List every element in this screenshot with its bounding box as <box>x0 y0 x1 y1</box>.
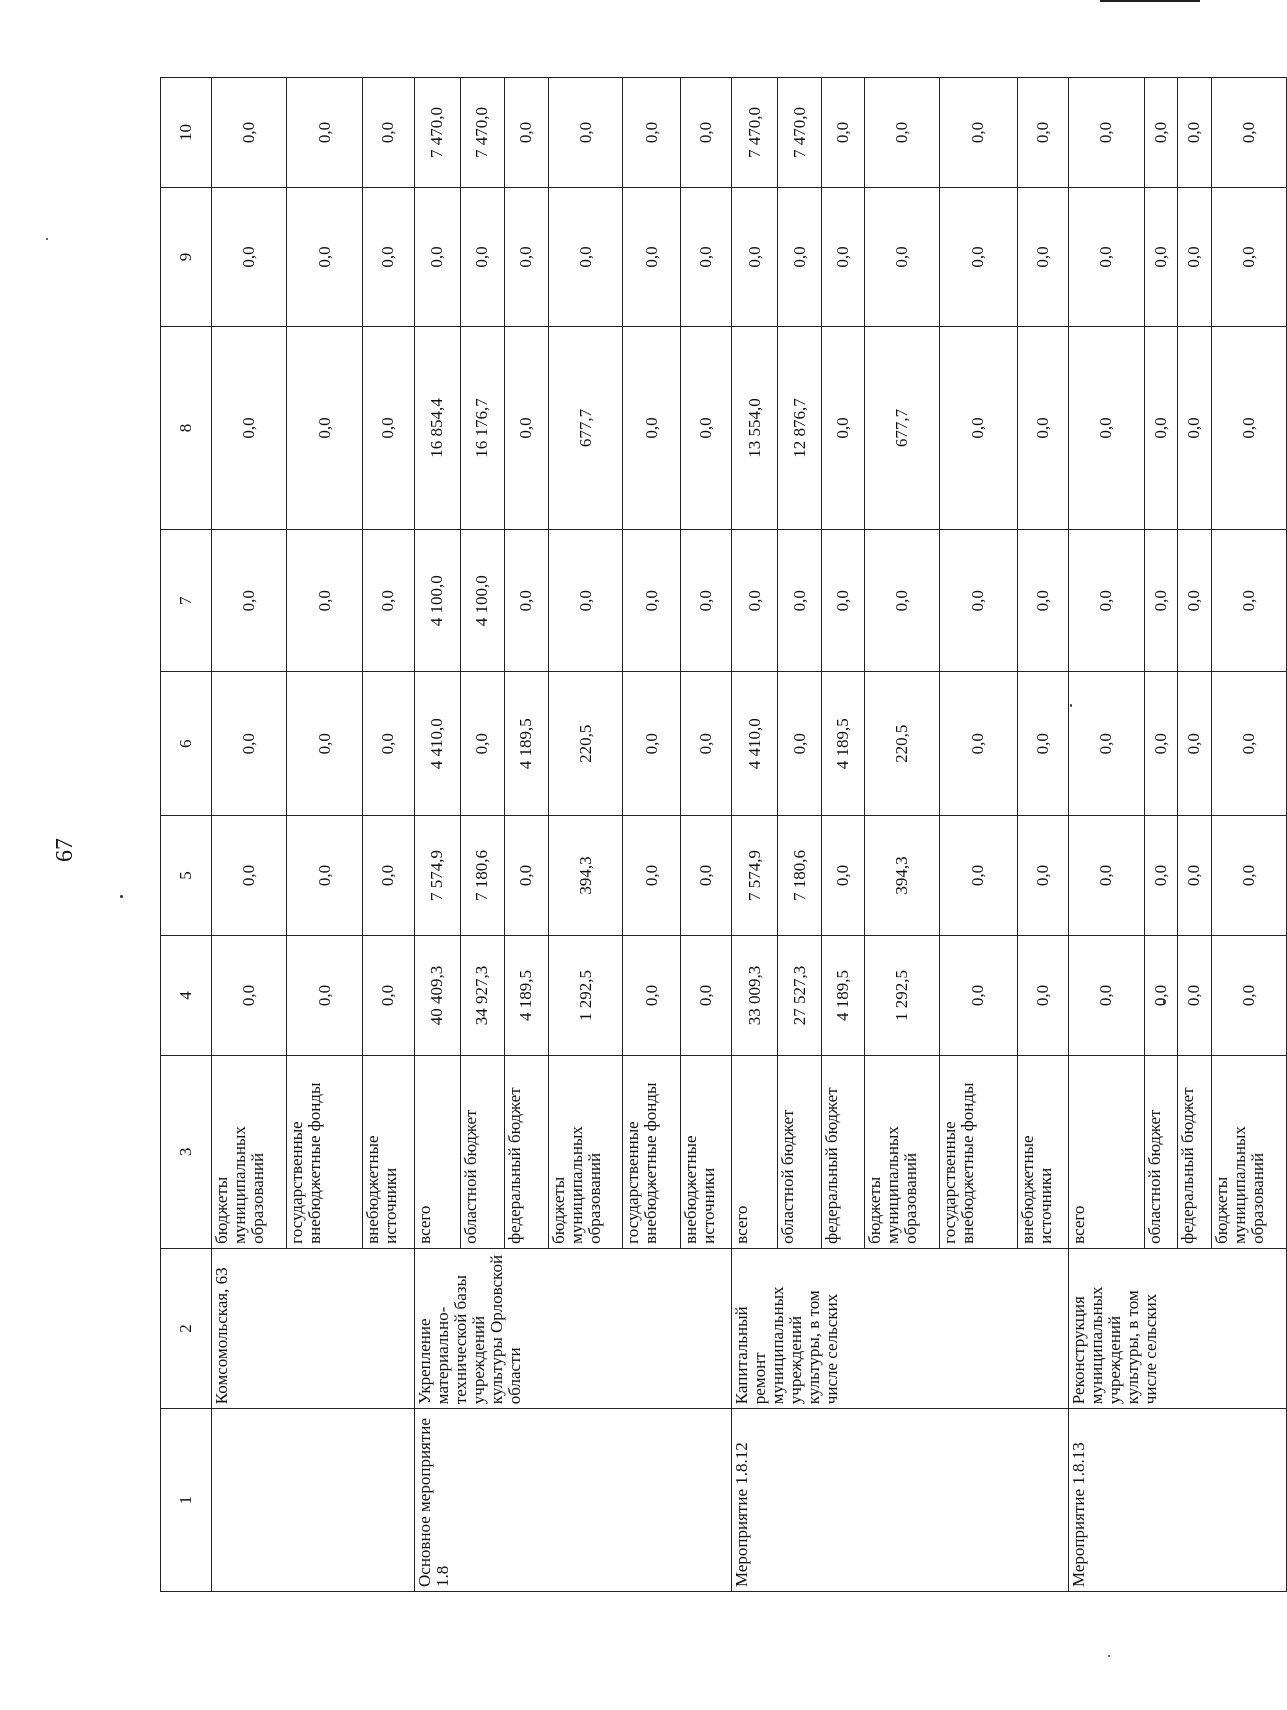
amount-cell: 0,0 <box>363 815 414 935</box>
amount-cell: 0,0 <box>623 935 681 1055</box>
funding-source-cell: федеральный бюджет <box>821 1055 864 1248</box>
amount-cell: 0,0 <box>821 78 864 188</box>
funding-source-cell: бюджеты муниципальных образований <box>212 1055 287 1248</box>
amount-cell: 0,0 <box>623 672 681 816</box>
amount-cell: 7 180,6 <box>460 815 505 935</box>
amount-cell: 0,0 <box>363 530 414 672</box>
amount-cell: 0,0 <box>940 935 1018 1055</box>
amount-cell: 0,0 <box>548 187 623 326</box>
amount-cell: 0,0 <box>732 187 778 326</box>
amount-cell: 220,5 <box>865 672 940 816</box>
header-cell: 3 <box>161 1055 212 1248</box>
top-rule <box>1100 0 1200 2</box>
amount-cell: 0,0 <box>287 530 363 672</box>
amount-cell: 220,5 <box>548 672 623 816</box>
amount-cell: 0,0 <box>623 187 681 326</box>
funding-source-cell: областной бюджет <box>778 1055 821 1248</box>
amount-cell: 7 470,0 <box>414 78 460 188</box>
amount-cell: 0,0 <box>623 530 681 672</box>
amount-cell: 0,0 <box>363 187 414 326</box>
amount-cell: 0,0 <box>778 672 821 816</box>
amount-cell: 16 176,7 <box>460 327 505 530</box>
amount-cell: 0,0 <box>732 530 778 672</box>
amount-cell: 7 574,9 <box>414 815 460 935</box>
amount-cell: 0,0 <box>1068 672 1144 816</box>
funding-source-cell: внебюджетные источники <box>681 1055 732 1248</box>
amount-cell: 0,0 <box>1177 78 1211 188</box>
funding-source-cell: всего <box>414 1055 460 1248</box>
amount-cell: 7 470,0 <box>732 78 778 188</box>
amount-cell: 0,0 <box>1068 815 1144 935</box>
funding-source-cell: государственные внебюджетные фонды <box>623 1055 681 1248</box>
amount-cell: 0,0 <box>1068 327 1144 530</box>
funding-source-cell: внебюджетные источники <box>1017 1055 1068 1248</box>
amount-cell: 0,0 <box>623 327 681 530</box>
amount-cell: 0,0 <box>1017 530 1068 672</box>
amount-cell: 0,0 <box>1017 672 1068 816</box>
amount-cell: 13 554,0 <box>732 327 778 530</box>
amount-cell: 0,0 <box>865 187 940 326</box>
amount-cell: 0,0 <box>363 78 414 188</box>
amount-cell: 0,0 <box>681 815 732 935</box>
amount-cell: 40 409,3 <box>414 935 460 1055</box>
amount-cell: 0,0 <box>1145 78 1178 188</box>
amount-cell: 0,0 <box>212 187 287 326</box>
amount-cell: 33 009,3 <box>732 935 778 1055</box>
amount-cell: 12 876,7 <box>778 327 821 530</box>
amount-cell: 0,0 <box>821 187 864 326</box>
amount-cell: 0,0 <box>681 187 732 326</box>
amount-cell: 0,0 <box>363 327 414 530</box>
amount-cell: 0,0 <box>681 530 732 672</box>
amount-cell: 7 180,6 <box>778 815 821 935</box>
amount-cell: 0,0 <box>1212 78 1287 188</box>
header-cell: 9 <box>161 187 212 326</box>
amount-cell: 0,0 <box>1017 327 1068 530</box>
amount-cell: 0,0 <box>1068 530 1144 672</box>
amount-cell: 0,0 <box>460 672 505 816</box>
amount-cell: 0,0 <box>212 327 287 530</box>
funding-source-cell: бюджеты муниципальных образований <box>548 1055 623 1248</box>
amount-cell: 0,0 <box>505 327 548 530</box>
amount-cell: 0,0 <box>821 327 864 530</box>
activity-name-cell: Комсомольская, 63 <box>212 1248 414 1408</box>
amount-cell: 0,0 <box>681 78 732 188</box>
amount-cell: 0,0 <box>212 935 287 1055</box>
amount-cell: 0,0 <box>1068 187 1144 326</box>
amount-cell: 0,0 <box>865 78 940 188</box>
amount-cell: 0,0 <box>1145 187 1178 326</box>
funding-source-cell: государственные внебюджетные фонды <box>940 1055 1018 1248</box>
funding-source-cell: федеральный бюджет <box>505 1055 548 1248</box>
amount-cell: 0,0 <box>287 815 363 935</box>
amount-cell: 4 410,0 <box>732 672 778 816</box>
amount-cell: 0,0 <box>548 78 623 188</box>
amount-cell: 0,0 <box>623 78 681 188</box>
amount-cell: 0,0 <box>1177 935 1211 1055</box>
table-row <box>1068 78 1144 1592</box>
funding-source-cell: областной бюджет <box>460 1055 505 1248</box>
funding-source-cell: федеральный бюджет <box>1177 1055 1211 1248</box>
amount-cell: 0,0 <box>1177 187 1211 326</box>
amount-cell: 34 927,3 <box>460 935 505 1055</box>
amount-cell: 0,0 <box>1212 672 1287 816</box>
amount-cell: 0,0 <box>505 815 548 935</box>
header-cell: 4 <box>161 935 212 1055</box>
amount-cell: 0,0 <box>1145 327 1178 530</box>
amount-cell: 4 189,5 <box>505 935 548 1055</box>
activity-id-cell: Мероприятие 1.8.13 <box>1068 1409 1286 1592</box>
header-cell: 2 <box>161 1248 212 1408</box>
amount-cell: 0,0 <box>287 187 363 326</box>
amount-cell: 0,0 <box>1177 815 1211 935</box>
amount-cell: 0,0 <box>1212 815 1287 935</box>
header-cell: 5 <box>161 815 212 935</box>
amount-cell: 0,0 <box>940 672 1018 816</box>
activity-name-cell: Капитальный ремонт муниципальных учреждений культуры, в том числе сельских <box>732 1248 1068 1408</box>
table-row <box>212 78 287 1592</box>
amount-cell: 16 854,4 <box>414 327 460 530</box>
amount-cell: 0,0 <box>287 672 363 816</box>
amount-cell: 0,0 <box>1017 815 1068 935</box>
amount-cell: 0,0 <box>1177 530 1211 672</box>
amount-cell: 4 189,5 <box>505 672 548 816</box>
activity-id-cell <box>212 1409 414 1592</box>
amount-cell: 7 574,9 <box>732 815 778 935</box>
amount-cell: 0,0 <box>1017 187 1068 326</box>
amount-cell: 0,0 <box>681 327 732 530</box>
header-cell: 8 <box>161 327 212 530</box>
funding-source-cell: бюджеты муниципальных образований <box>865 1055 940 1248</box>
header-cell: 7 <box>161 530 212 672</box>
amount-cell: 0,0 <box>460 187 505 326</box>
rotated-table-sheet <box>160 77 1287 1592</box>
amount-cell: 0,0 <box>1145 672 1178 816</box>
amount-cell: 0,0 <box>363 672 414 816</box>
header-row <box>161 78 212 1592</box>
amount-cell: 0,0 <box>940 530 1018 672</box>
amount-cell: 7 470,0 <box>460 78 505 188</box>
amount-cell: 0,0 <box>778 187 821 326</box>
funding-source-cell: всего <box>1068 1055 1144 1248</box>
header-cell: 6 <box>161 672 212 816</box>
funding-source-cell: государственные внебюджетные фонды <box>287 1055 363 1248</box>
amount-cell: 677,7 <box>548 327 623 530</box>
amount-cell: 394,3 <box>865 815 940 935</box>
amount-cell: 0,0 <box>505 187 548 326</box>
amount-cell: 0,0 <box>623 815 681 935</box>
funding-source-cell: областной бюджет <box>1145 1055 1178 1248</box>
amount-cell: 0,0 <box>287 78 363 188</box>
amount-cell: 0,0 <box>940 187 1018 326</box>
amount-cell: 0,0 <box>1145 935 1178 1055</box>
funding-source-cell: внебюджетные источники <box>363 1055 414 1248</box>
amount-cell: 0,0 <box>287 935 363 1055</box>
amount-cell: 1 292,5 <box>548 935 623 1055</box>
amount-cell: 0,0 <box>505 530 548 672</box>
amount-cell: 4 189,5 <box>821 935 864 1055</box>
funding-source-cell: всего <box>732 1055 778 1248</box>
scan-speck <box>120 895 123 898</box>
amount-cell: 0,0 <box>1017 935 1068 1055</box>
table-row <box>414 78 460 1592</box>
amount-cell: 4 410,0 <box>414 672 460 816</box>
amount-cell: 0,0 <box>1068 78 1144 188</box>
amount-cell: 0,0 <box>681 935 732 1055</box>
activity-id-cell: Основное мероприятие 1.8 <box>414 1409 732 1592</box>
scan-speck <box>1108 1655 1110 1657</box>
amount-cell: 0,0 <box>1177 327 1211 530</box>
amount-cell: 0,0 <box>865 530 940 672</box>
amount-cell: 0,0 <box>681 672 732 816</box>
amount-cell: 0,0 <box>363 935 414 1055</box>
activity-id-cell: Мероприятие 1.8.12 <box>732 1409 1068 1592</box>
header-cell: 1 <box>161 1409 212 1592</box>
amount-cell: 7 470,0 <box>778 78 821 188</box>
amount-cell: 1 292,5 <box>865 935 940 1055</box>
funding-source-cell: бюджеты муниципальных образований <box>1212 1055 1287 1248</box>
amount-cell: 0,0 <box>1145 530 1178 672</box>
amount-cell: 0,0 <box>1017 78 1068 188</box>
amount-cell: 0,0 <box>778 530 821 672</box>
header-cell: 10 <box>161 78 212 188</box>
scan-speck <box>46 238 48 240</box>
amount-cell: 0,0 <box>212 530 287 672</box>
amount-cell: 0,0 <box>821 530 864 672</box>
amount-cell: 0,0 <box>940 78 1018 188</box>
amount-cell: 0,0 <box>212 815 287 935</box>
activity-name-cell: Реконструкция муниципальных учреждений культуры, в том числе сельских <box>1068 1248 1286 1408</box>
amount-cell: 4 100,0 <box>414 530 460 672</box>
amount-cell: 394,3 <box>548 815 623 935</box>
amount-cell: 0,0 <box>1177 672 1211 816</box>
amount-cell: 0,0 <box>1212 187 1287 326</box>
amount-cell: 4 100,0 <box>460 530 505 672</box>
amount-cell: 27 527,3 <box>778 935 821 1055</box>
amount-cell: 0,0 <box>548 530 623 672</box>
amount-cell: 0,0 <box>1212 530 1287 672</box>
table-row <box>732 78 778 1592</box>
amount-cell: 0,0 <box>1212 935 1287 1055</box>
amount-cell: 0,0 <box>821 815 864 935</box>
amount-cell: 4 189,5 <box>821 672 864 816</box>
amount-cell: 677,7 <box>865 327 940 530</box>
amount-cell: 0,0 <box>940 327 1018 530</box>
amount-cell: 0,0 <box>212 78 287 188</box>
amount-cell: 0,0 <box>505 78 548 188</box>
amount-cell: 0,0 <box>287 327 363 530</box>
activity-name-cell: Укрепление материально-технической базы учреждений культуры Орловской области <box>414 1248 732 1408</box>
amount-cell: 0,0 <box>1212 327 1287 530</box>
page-number: 67 <box>52 838 78 862</box>
amount-cell: 0,0 <box>940 815 1018 935</box>
amount-cell: 0,0 <box>414 187 460 326</box>
amount-cell: 0,0 <box>1145 815 1178 935</box>
budget-table <box>160 77 1287 1592</box>
amount-cell: 0,0 <box>212 672 287 816</box>
amount-cell: 0,0 <box>1068 935 1144 1055</box>
